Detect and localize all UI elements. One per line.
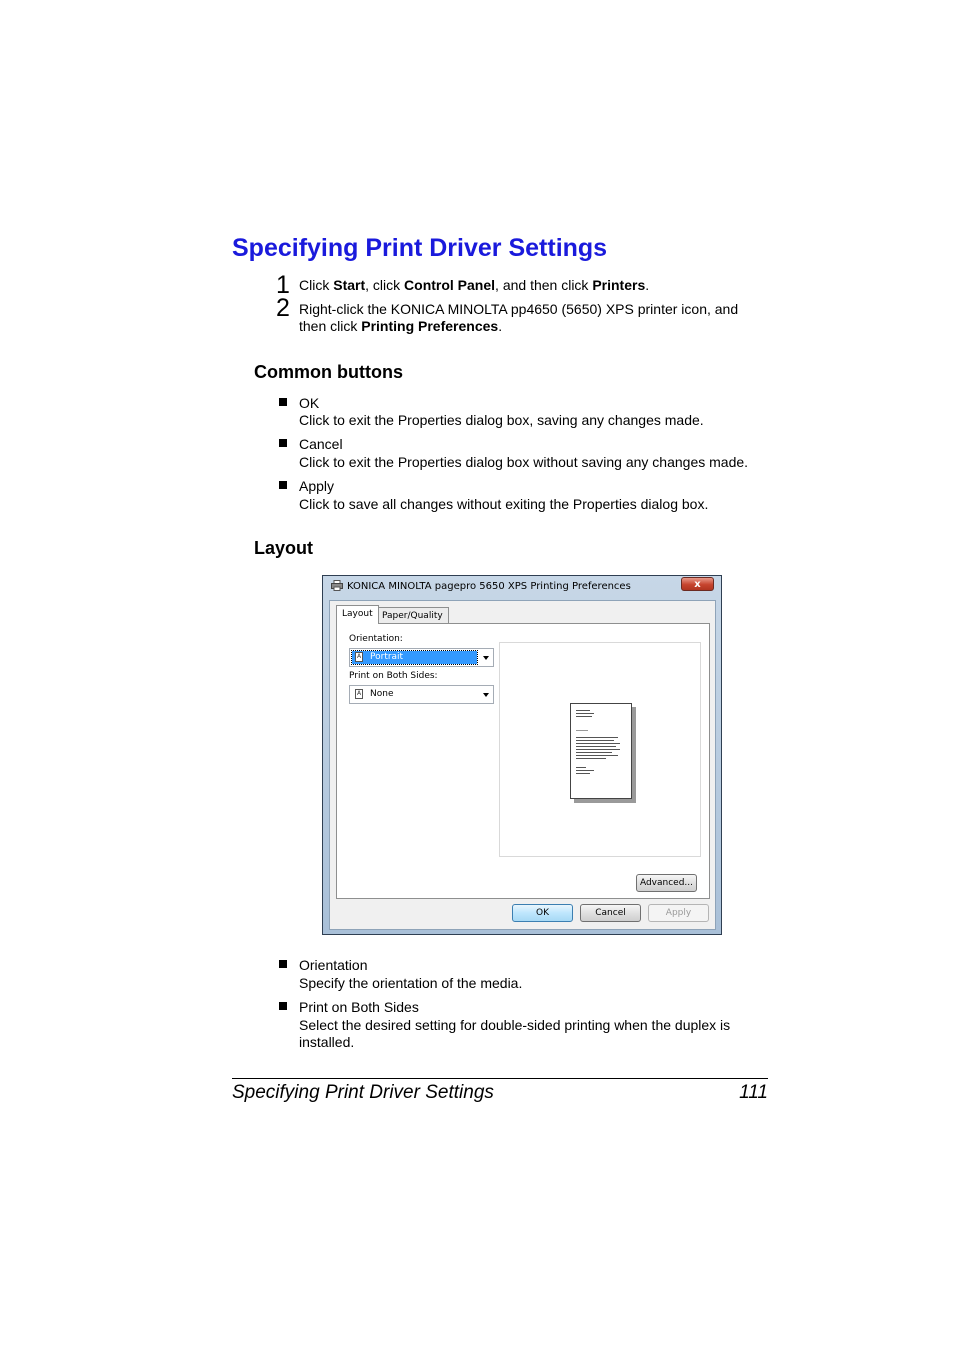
bullet-icon: [279, 960, 287, 968]
dialog-client: [329, 600, 716, 930]
tab-paper-quality[interactable]: Paper/Quality: [376, 607, 449, 624]
bullet-icon: [279, 439, 287, 447]
orientation-value-text: Portrait: [370, 652, 404, 662]
step-text: then click: [299, 318, 362, 334]
item-name: Orientation: [299, 957, 368, 973]
item-name: Print on Both Sides: [299, 999, 419, 1015]
tab-layout[interactable]: Layout: [336, 605, 379, 624]
printer-icon: [331, 580, 343, 591]
document-icon: A: [356, 690, 362, 697]
item-name: OK: [299, 395, 320, 411]
step-text-bold: Printers: [592, 277, 646, 293]
step-2-line-2: [299, 318, 502, 335]
section-heading: Common buttons: [254, 362, 403, 382]
page-preview: [499, 642, 701, 857]
step-text: .: [498, 318, 503, 334]
footer-divider: [232, 1078, 768, 1079]
step-text-bold: Control Panel: [404, 277, 496, 293]
item-desc: Click to save all changes without exiting the Properties dialog box.: [299, 496, 709, 512]
duplex-select[interactable]: [349, 685, 494, 704]
item-name: Apply: [299, 478, 335, 494]
step-number: 2: [276, 294, 290, 322]
step-text-bold: Printing Preferences: [361, 318, 499, 334]
step-text: .: [645, 277, 650, 293]
duplex-label: Print on Both Sides:: [349, 671, 438, 681]
step-text: , and then click: [495, 277, 593, 293]
item-desc: installed.: [299, 1034, 355, 1050]
orientation-select[interactable]: [349, 648, 494, 667]
step-text: , click: [365, 277, 405, 293]
step-text: Click: [299, 277, 334, 293]
duplex-value: [352, 688, 477, 701]
printing-preferences-dialog: [322, 575, 722, 935]
apply-button[interactable]: Apply: [648, 904, 709, 922]
chevron-down-icon: [483, 693, 489, 697]
page-number: 111: [739, 1082, 768, 1103]
step-1-text: [299, 277, 649, 294]
tab-panel: [336, 623, 710, 899]
cancel-button[interactable]: Cancel: [580, 904, 641, 922]
bullet-icon: [279, 481, 287, 489]
bullet-icon: [279, 398, 287, 406]
advanced-button[interactable]: Advanced...: [636, 874, 697, 892]
chevron-down-icon: [483, 656, 489, 660]
step-text-bold: Start: [333, 277, 366, 293]
item-desc: Click to exit the Properties dialog box without saving any changes made.: [299, 454, 749, 470]
step-2-line-1: Right-click the KONICA MINOLTA pp4650 (5650) XPS printer icon, and: [299, 301, 739, 317]
section-heading: Layout: [254, 538, 314, 558]
item-name: Cancel: [299, 436, 343, 452]
bullet-icon: [279, 1002, 287, 1010]
page-title: Specifying Print Driver Settings: [232, 234, 608, 262]
orientation-label: Orientation:: [349, 634, 403, 644]
step-number: 1: [276, 271, 290, 299]
dialog-title: KONICA MINOLTA pagepro 5650 XPS Printing Preferences: [347, 581, 631, 592]
item-desc: Specify the orientation of the media.: [299, 975, 523, 991]
ok-button[interactable]: OK: [512, 904, 573, 922]
duplex-value-text: None: [370, 689, 394, 699]
paper-preview-icon: [570, 703, 632, 799]
portrait-doc-icon: A: [356, 653, 362, 660]
item-desc: Select the desired setting for double-sided printing when the duplex is: [299, 1017, 731, 1033]
close-button[interactable]: x: [681, 577, 714, 591]
item-desc: Click to exit the Properties dialog box, saving any changes made.: [299, 412, 704, 428]
orientation-value: [352, 651, 477, 664]
footer-title: Specifying Print Driver Settings: [232, 1082, 494, 1103]
